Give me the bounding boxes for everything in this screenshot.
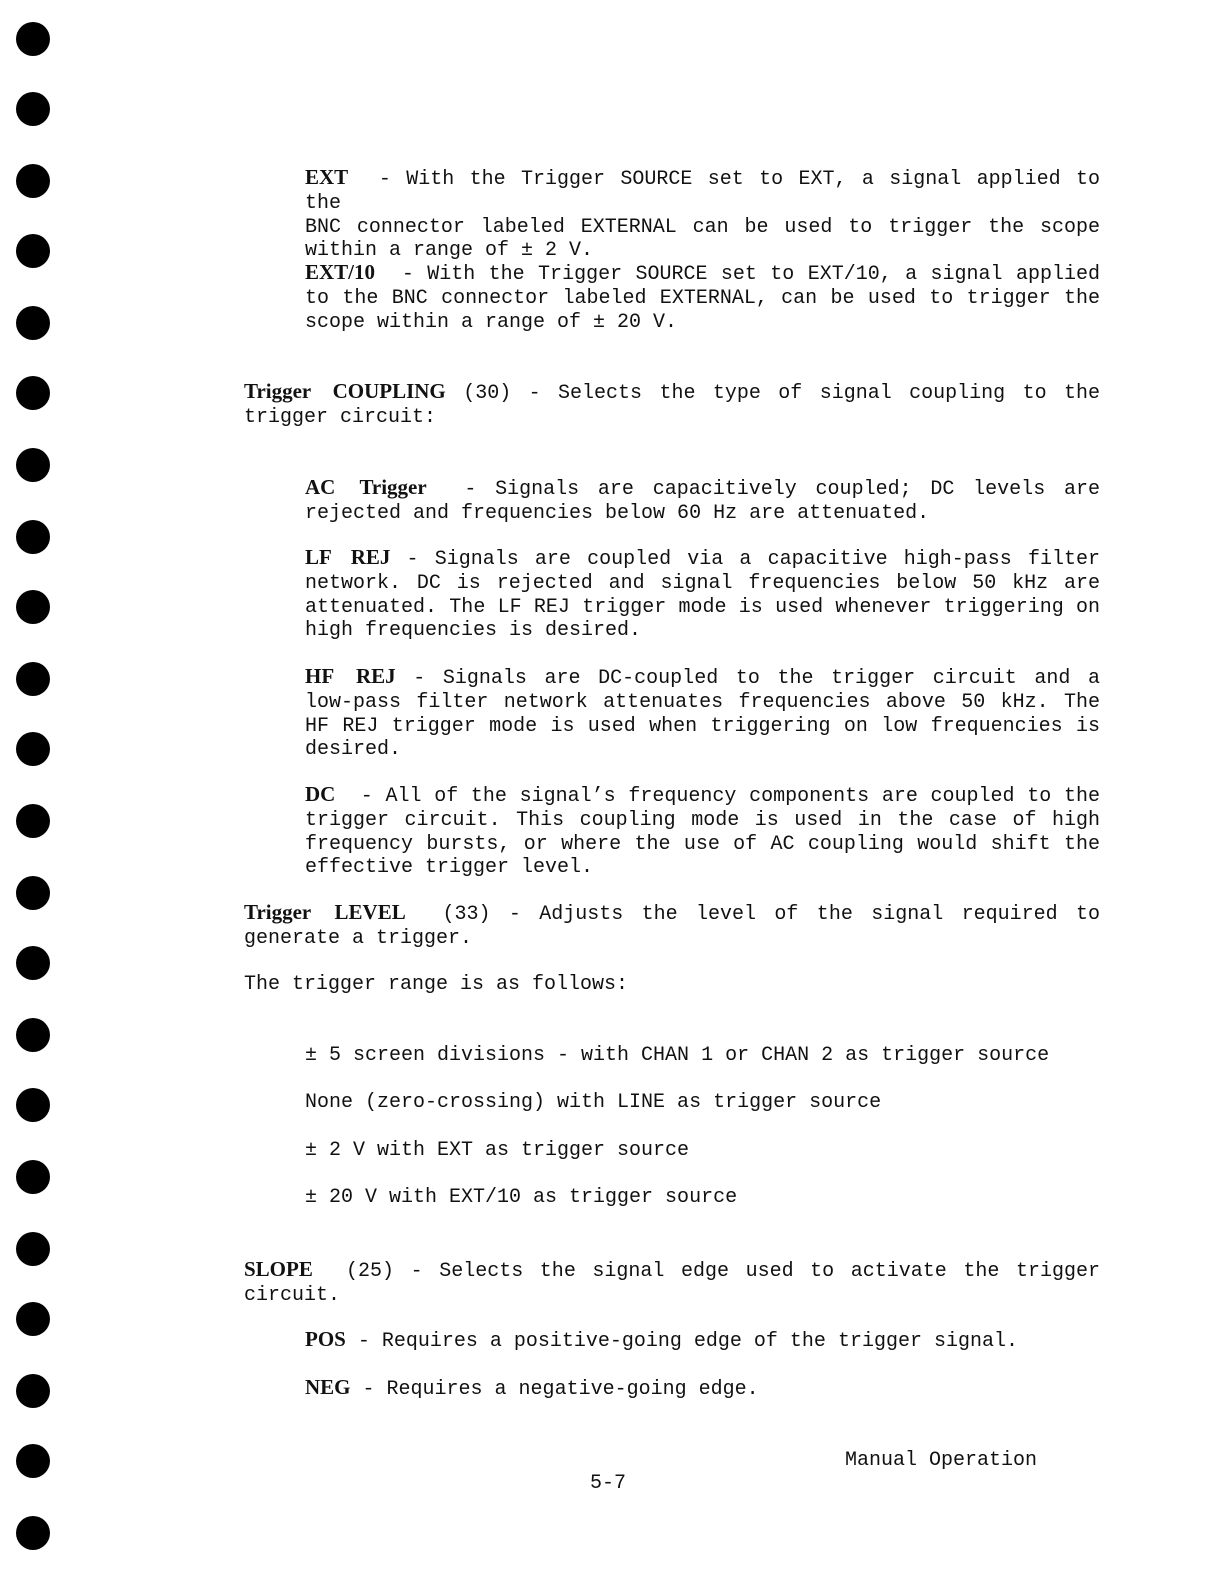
- binder-hole: [16, 520, 50, 554]
- level-paragraph: Trigger LEVEL (33) - Adjusts the level of the signal required to generate a trigger.: [244, 900, 1100, 950]
- binder-holes: [16, 0, 52, 1576]
- ext-label: EXT: [305, 165, 349, 189]
- range-intro: The trigger range is as follows:: [244, 973, 629, 996]
- footer-section: Manual Operation: [845, 1449, 1038, 1472]
- coupling-label: Trigger COUPLING: [244, 379, 446, 403]
- range-item: ± 20 V with EXT/10 as trigger source: [305, 1186, 738, 1209]
- dc-paragraph: DC - All of the signal’s frequency components are coupled to the trigger circuit. This coupling mode is used in the case of high frequency bursts, or where the use of AC coupling would shift the effective trigger level.: [305, 782, 1100, 880]
- binder-hole: [16, 590, 50, 624]
- binder-hole: [16, 1444, 50, 1478]
- hf-rej-label: HF REJ: [305, 664, 396, 688]
- pos-label: POS: [305, 1327, 346, 1351]
- page-number: 5-7: [590, 1472, 627, 1495]
- slope-paragraph: SLOPE (25) - Selects the signal edge used to activate the trigger circuit.: [244, 1257, 1100, 1307]
- binder-hole: [16, 946, 50, 980]
- binder-hole: [16, 1018, 50, 1052]
- ac-trigger-paragraph: AC Trigger - Signals are capacitively coupled; DC levels are rejected and frequencies below 60 Hz are attenuated.: [305, 475, 1100, 525]
- binder-hole: [16, 1374, 50, 1408]
- neg-label: NEG: [305, 1375, 351, 1399]
- binder-hole: [16, 376, 50, 410]
- binder-hole: [16, 876, 50, 910]
- binder-hole: [16, 1160, 50, 1194]
- binder-hole: [16, 1088, 50, 1122]
- lf-rej-label: LF REJ: [305, 545, 391, 569]
- binder-hole: [16, 448, 50, 482]
- hf-rej-paragraph: HF REJ - Signals are DC-coupled to the trigger circuit and a low-pass filter network attenuates frequencies above 50 kHz. The HF REJ trigger mode is used when triggering on low frequencies is desired.: [305, 664, 1101, 762]
- binder-hole: [16, 662, 50, 696]
- ac-trigger-label: AC Trigger: [305, 475, 427, 499]
- binder-hole: [16, 22, 50, 56]
- ext-paragraph: EXT - With the Trigger SOURCE set to EXT, a signal applied to the BNC connector labeled EXTERNAL can be used to trigger the scope within a range of ± 2 V.: [305, 165, 1100, 263]
- range-item: ± 5 screen divisions - with CHAN 1 or CHAN 2 as trigger source: [305, 1044, 1050, 1067]
- range-item: ± 2 V with EXT as trigger source: [305, 1139, 690, 1162]
- binder-hole: [16, 1516, 50, 1550]
- binder-hole: [16, 164, 50, 198]
- binder-hole: [16, 1232, 50, 1266]
- range-item: None (zero-crossing) with LINE as trigger source: [305, 1091, 882, 1114]
- neg-paragraph: NEG - Requires a negative-going edge.: [305, 1375, 759, 1401]
- binder-hole: [16, 306, 50, 340]
- level-label: Trigger LEVEL: [244, 900, 406, 924]
- binder-hole: [16, 234, 50, 268]
- lf-rej-paragraph: LF REJ - Signals are coupled via a capacitive high-pass filter network. DC is rejected and signal frequencies below 50 kHz are attenuated. The LF REJ trigger mode is used whenever triggering on high frequencies is desired.: [305, 545, 1100, 643]
- dc-label: DC: [305, 782, 336, 806]
- pos-paragraph: POS - Requires a positive-going edge of the trigger signal.: [305, 1327, 1018, 1353]
- slope-label: SLOPE: [244, 1257, 313, 1281]
- ext10-paragraph: EXT/10 - With the Trigger SOURCE set to EXT/10, a signal applied to the BNC connector labeled EXTERNAL, can be used to trigger the scope within a range of ± 20 V.: [305, 260, 1100, 334]
- binder-hole: [16, 1302, 50, 1336]
- binder-hole: [16, 804, 50, 838]
- binder-hole: [16, 732, 50, 766]
- coupling-heading-paragraph: Trigger COUPLING (30) - Selects the type of signal coupling to the trigger circuit:: [244, 379, 1100, 429]
- binder-hole: [16, 92, 50, 126]
- ext10-label: EXT/10: [305, 260, 376, 284]
